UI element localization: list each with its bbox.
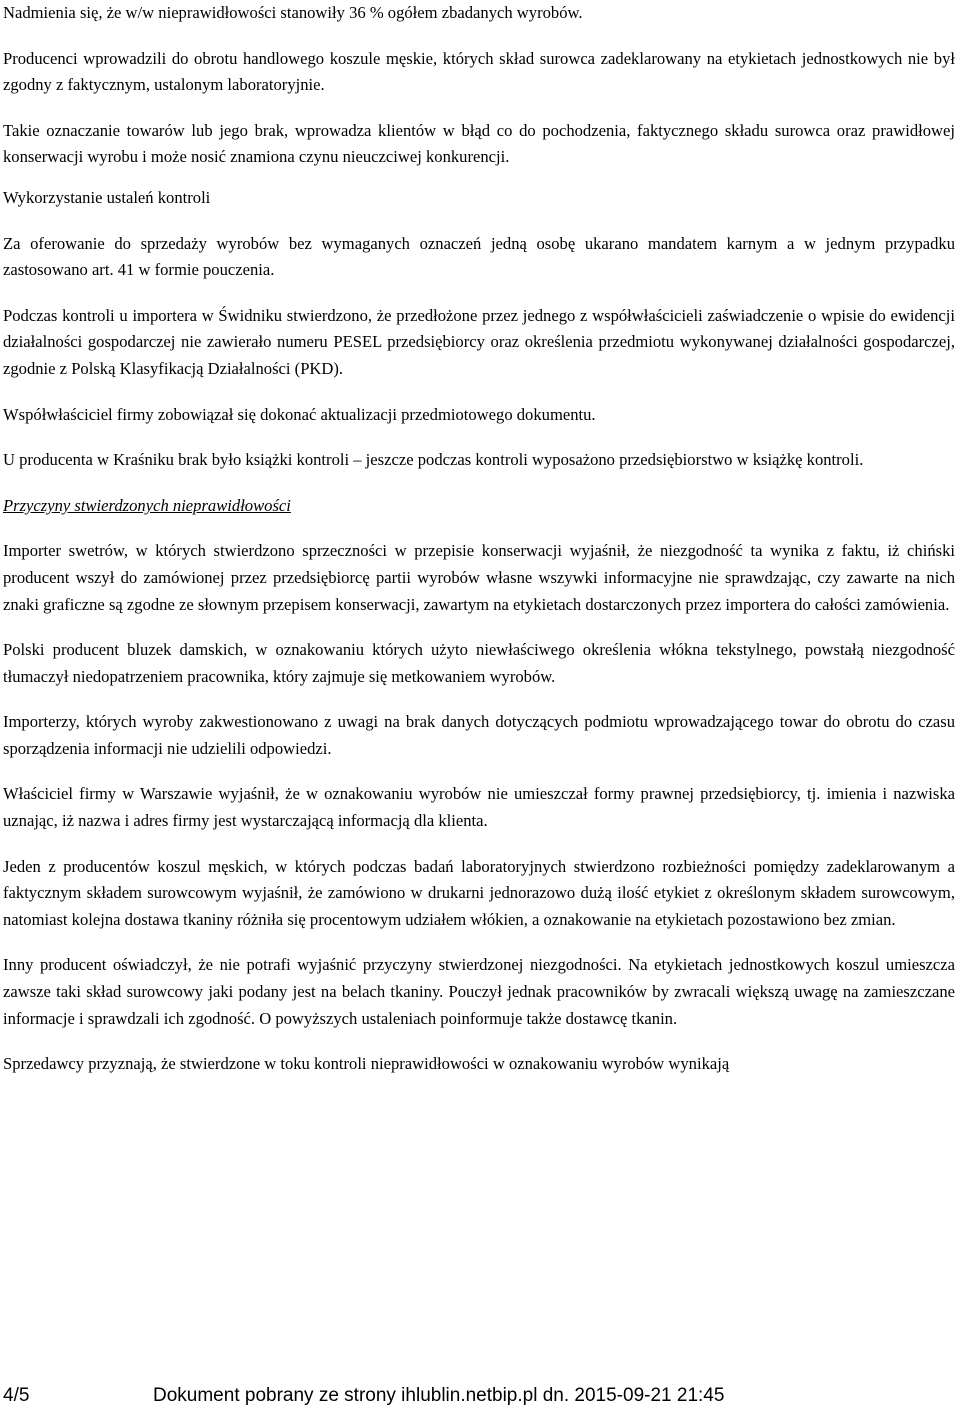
paragraph: Importer swetrów, w których stwierdzono sprzeczności w przepisie konserwacji wyjaśnił, że niezgodność ta wynika z faktu, iż chiński producent wszył do zamówionej przez przedsiębiorcę partii wyrobów własne wszywki informacyjne nie sprawdzając, czy zawarte na nich znaki graficzne są zgodne ze słownym przepisem konserwacji, zawartym na etykietach dostarczonych przez importera do całości zamówienia. xyxy=(3,541,955,614)
paragraph: Nadmienia się, że w/w nieprawidłowości stanowiły 36 % ogółem zbadanych wyrobów. xyxy=(3,3,583,22)
paragraph: Właściciel firmy w Warszawie wyjaśnił, że w oznakowaniu wyrobów nie umieszczał formy prawnej przedsiębiorcy, tj. imienia i nazwiska uznając, iż nazwa i adres firmy jest wystarczającą informacją dla klienta. xyxy=(3,784,955,831)
page-number: 4/5 xyxy=(3,1385,30,1406)
paragraph: Polski producent bluzek damskich, w oznakowaniu których użyto niewłaściwego określenia włókna tekstylnego, powstałą niezgodność tłumaczył niedopatrzeniem pracownika, który zajmuje się metkowaniem wyrobów. xyxy=(3,640,955,686)
document-body xyxy=(3,0,955,1078)
paragraph: Współwłaściciel firmy zobowiązał się dokonać aktualizacji przedmiotowego dokumentu. xyxy=(3,404,596,424)
download-source-note: Dokument pobrany ze strony ihlublin.netbip.pl dn. 2015-09-21 21:45 xyxy=(153,1385,725,1406)
paragraph: Inny producent oświadczył, że nie potrafi wyjaśnić przyczyny stwierdzonej niezgodności. Na etykietach jednostkowych koszul umieszcza zawsze taki skład surowcowy jaki podany jest na belach tkaniny. Pouczył jednak pracowników by zwracali większą uwagę na zamieszczane informacje i sprawdzali ich zgodność. O powyższych ustaleniach poinformuje także dostawcę tkanin. xyxy=(3,955,955,1028)
section-heading: Przyczyny stwierdzonych nieprawidłowości xyxy=(3,495,291,515)
paragraph: Importerzy, których wyroby zakwestionowano z uwagi na brak danych dotyczących podmiotu wprowadzającego towar do obrotu do czasu sporządzenia informacji nie udzielili odpowiedzi. xyxy=(3,712,955,758)
paragraph: Sprzedawcy przyznają, że stwierdzone w toku kontroli nieprawidłowości w oznakowaniu wyrobów wynikają xyxy=(3,1054,730,1074)
paragraph: Za oferowanie do sprzedaży wyrobów bez wymaganych oznaczeń jedną osobę ukarano mandatem karnym a w jednym przypadku zastosowano art. 41 w formie pouczenia. xyxy=(3,233,955,280)
paragraph: Producenci wprowadzili do obrotu handlowego koszule męskie, których skład surowca zadeklarowany na etykietach jednostkowych nie był zgodny z faktycznym, ustalonym laboratoryjnie. xyxy=(3,48,955,95)
paragraph: Takie oznaczanie towarów lub jego brak, wprowadza klientów w błąd co do pochodzenia, faktycznego składu surowca oraz prawidłowej konserwacji wyrobu i może nosić znamiona czynu nieuczciwej konkurencji. xyxy=(3,120,955,167)
paragraph: Jeden z producentów koszul męskich, w których podczas badań laboratoryjnych stwierdzono rozbieżności pomiędzy zadeklarowanym a faktycznym składem surowcowym wyjaśnił, że zamówiono w drukarni jednorazowo dużą ilość etykiet z określonym składem surowcowym, natomiast kolejna dostawa tkaniny różniła się procentowym udziałem włókien, a oznakowanie na etykietach pozostawiono bez zmian. xyxy=(3,856,955,929)
paragraph: Podczas kontroli u importera w Świdniku stwierdzono, że przedłożone przez jednego z współwłaścicieli zaświadczenie o wpisie do ewidencji działalności gospodarczej nie zawierało numeru PESEL przedsiębiorcy oraz określenia przedmiotu wykonywanej działalności gospodarczej, zgodnie z Polską Klasyfikacją Działalności (PKD). xyxy=(3,305,955,378)
page-footer xyxy=(3,1384,955,1408)
section-label: Wykorzystanie ustaleń kontroli xyxy=(3,187,211,207)
paragraph: U producenta w Kraśniku brak było książki kontroli – jeszcze podczas kontroli wyposażono przedsiębiorstwo w książkę kontroli. xyxy=(3,450,864,470)
